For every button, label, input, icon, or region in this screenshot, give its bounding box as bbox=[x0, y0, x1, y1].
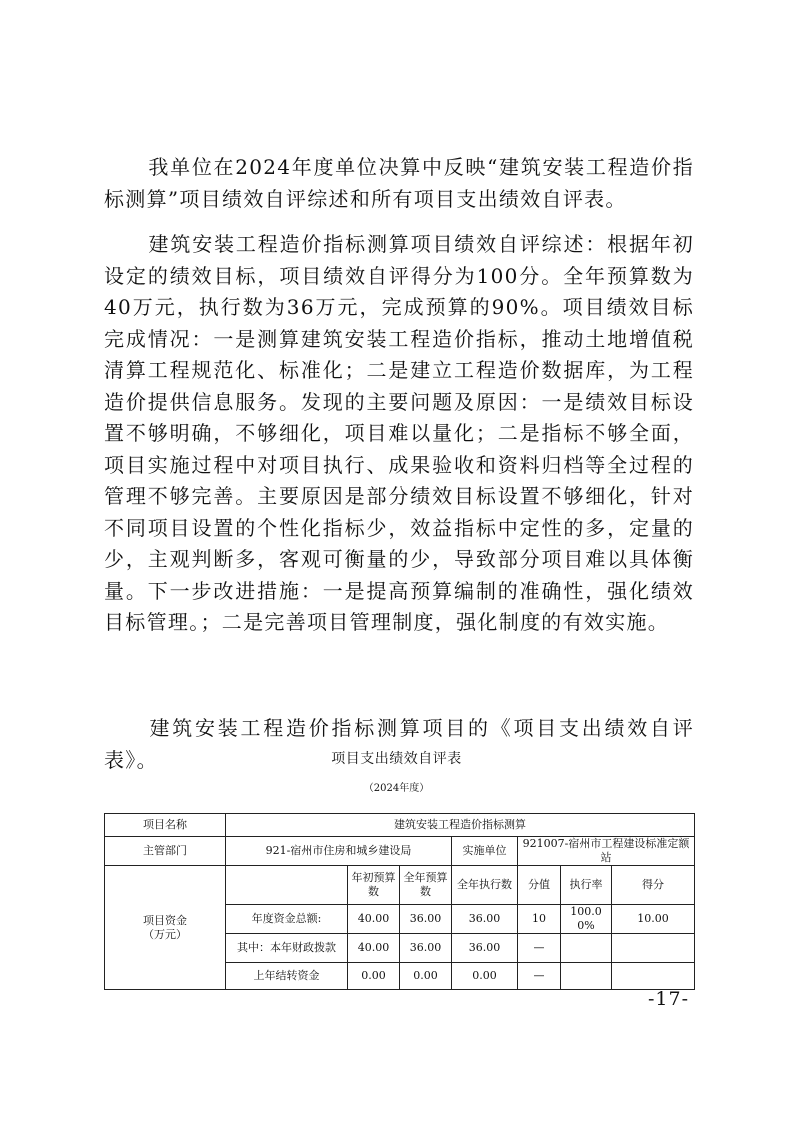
impl-label: 实施单位 bbox=[452, 837, 518, 866]
annual-exec-cell: 36.00 bbox=[452, 934, 518, 963]
weight-cell: — bbox=[518, 963, 561, 990]
intro-paragraph bbox=[104, 152, 694, 215]
annual-exec-cell: 36.00 bbox=[452, 905, 518, 934]
initial-budget-cell: 40.00 bbox=[348, 905, 400, 934]
header-score: 得分 bbox=[612, 866, 695, 905]
initial-budget-cell: 40.00 bbox=[348, 934, 400, 963]
annual-budget-cell: 36.00 bbox=[400, 905, 452, 934]
summary-paragraph bbox=[104, 229, 694, 639]
header-exec-rate: 执行率 bbox=[561, 866, 612, 905]
header-annual-exec: 全年执行数 bbox=[452, 866, 518, 905]
intro-text: 我单位在2024年度单位决算中反映“建筑安装工程造价指标测算”项目绩效自评综述和所有项目支出绩效自评表。 bbox=[104, 155, 694, 211]
weight-cell: 10 bbox=[518, 905, 561, 934]
dept-label: 主管部门 bbox=[105, 837, 226, 866]
impl-value: 921007-宿州市工程建设标准定额站 bbox=[518, 837, 695, 866]
annual-exec-cell: 0.00 bbox=[452, 963, 518, 990]
exec-rate-cell bbox=[561, 934, 612, 963]
row-label: 其中：本年财政拨款 bbox=[226, 934, 348, 963]
table-row bbox=[105, 837, 695, 866]
page-number: -17- bbox=[648, 988, 690, 1010]
table-intro-text: 建筑安装工程造价指标测算项目的《项目支出绩效自评表》。 bbox=[104, 716, 694, 772]
row-label: 上年结转资金 bbox=[226, 963, 348, 990]
exec-rate-cell bbox=[561, 963, 612, 990]
funds-label: 项目资金 （万元） bbox=[105, 866, 226, 990]
header-annual-budget: 全年预算数 bbox=[400, 866, 452, 905]
table-row bbox=[105, 814, 695, 837]
dept-value: 921-宿州市住房和城乡建设局 bbox=[226, 837, 452, 866]
score-cell: 10.00 bbox=[612, 905, 695, 934]
table-row bbox=[105, 866, 695, 905]
initial-budget-cell: 0.00 bbox=[348, 963, 400, 990]
table-title: 项目支出绩效自评表 bbox=[331, 751, 462, 767]
summary-text: 建筑安装工程造价指标测算项目绩效自评综述：根据年初设定的绩效目标，项目绩效自评得分为100分。全年预算数为40万元，执行数为36万元，完成预算的90%。项目绩效目标完成情况：一是测算建筑安装工程造价指标，推动土地增值税清算工程规范化、标准化；二是建立工程造价数据库，为工程造价提供信息服务。发现的主要问题及原因：一是绩效目标设置不够明确，不够细化，项目难以量化；二是指标不够全面，项目实施过程中对项目执行、成果验收和资料归档等全过程的管理不够完善。主要原因是部分绩效目标设置不够细化，针对不同项目设置的个性化指标少，效益指标中定性的多，定量的少，主观判断多，客观可衡量的少，导致部分项目难以具体衡量。下一步改进措施：一是提高预算编制的准确性，强化绩效目标管理。；二是完善项目管理制度，强化制度的有效实施。 bbox=[104, 232, 694, 634]
annual-budget-cell: 36.00 bbox=[400, 934, 452, 963]
header-initial-budget: 年初预算数 bbox=[348, 866, 400, 905]
header-weight: 分值 bbox=[518, 866, 561, 905]
score-cell bbox=[612, 963, 695, 990]
table-year: （2024年度） bbox=[363, 783, 430, 794]
blank-header-cell bbox=[226, 866, 348, 905]
weight-cell: — bbox=[518, 934, 561, 963]
annual-budget-cell: 0.00 bbox=[400, 963, 452, 990]
row-label: 年度资金总额: bbox=[226, 905, 348, 934]
project-name-value: 建筑安装工程造价指标测算 bbox=[226, 814, 695, 837]
score-cell bbox=[612, 934, 695, 963]
exec-rate-cell: 100.00% bbox=[561, 905, 612, 934]
project-name-label: 项目名称 bbox=[105, 814, 226, 837]
performance-table bbox=[104, 813, 695, 990]
